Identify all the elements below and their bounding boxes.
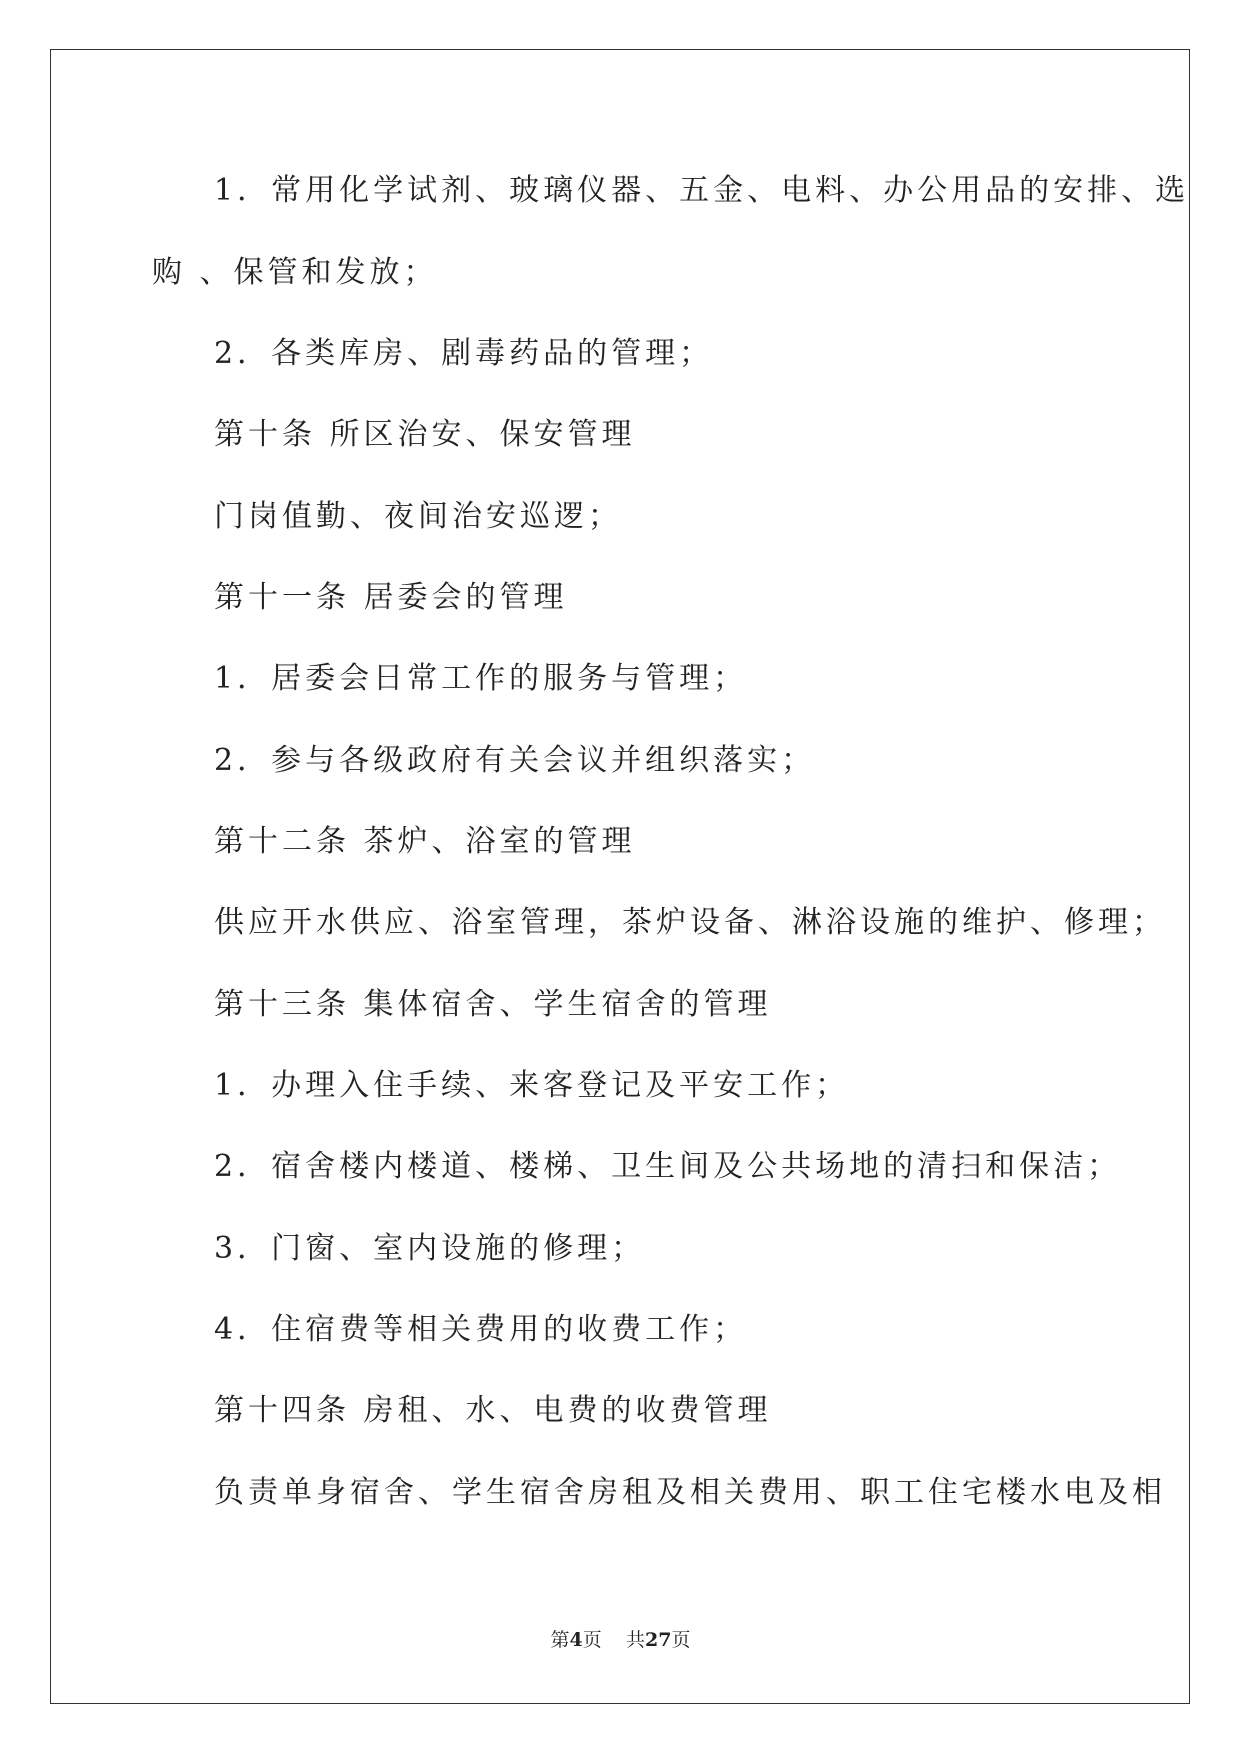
section-heading-10: 第十条 所区治安、保安管理: [214, 417, 636, 452]
text-line-5: 门岗值勤、夜间治安巡逻；: [214, 499, 622, 534]
text-line-8: 2．参与各级政府有关会议并组织落实；: [214, 743, 816, 778]
footer-page-suffix: 页: [582, 1629, 602, 1651]
section-heading-13: 第十三条 集体宿舍、学生宿舍的管理: [214, 987, 772, 1022]
text-line-17: 负责单身宿舍、学生宿舍房租及相关费用、职工住宅楼水电及相: [214, 1475, 1166, 1510]
footer-total-prefix: 共: [625, 1629, 645, 1651]
text-line-7: 1．居委会日常工作的服务与管理；: [214, 661, 748, 696]
text-line-10: 供应开水供应、浴室管理，茶炉设备、淋浴设施的维护、修理；: [214, 905, 1166, 940]
text-line-3: 2．各类库房、剧毒药品的管理；: [214, 336, 714, 371]
footer-page-number: 4: [569, 1629, 583, 1651]
section-heading-11: 第十一条 居委会的管理: [214, 580, 568, 615]
page-border: [50, 49, 1190, 1704]
page-footer: [0, 1628, 1241, 1652]
text-line-14: 3．门窗、室内设施的修理；: [214, 1231, 646, 1266]
text-line-2: 购 、保管和发放；: [152, 255, 438, 290]
footer-total-suffix: 页: [671, 1629, 691, 1651]
text-line-12: 1．办理入住手续、来客登记及平安工作；: [214, 1068, 850, 1103]
text-line-15: 4．住宿费等相关费用的收费工作；: [214, 1312, 748, 1347]
text-line-13: 2．宿舍楼内楼道、楼梯、卫生间及公共场地的清扫和保洁；: [214, 1149, 1122, 1184]
section-heading-14: 第十四条 房租、水、电费的收费管理: [214, 1393, 772, 1428]
footer-page-prefix: 第: [550, 1629, 570, 1651]
text-line-1: 1．常用化学试剂、玻璃仪器、五金、电料、办公用品的安排、选: [214, 173, 1190, 208]
section-heading-12: 第十二条 茶炉、浴室的管理: [214, 824, 636, 859]
footer-total-pages: 27: [644, 1629, 672, 1651]
